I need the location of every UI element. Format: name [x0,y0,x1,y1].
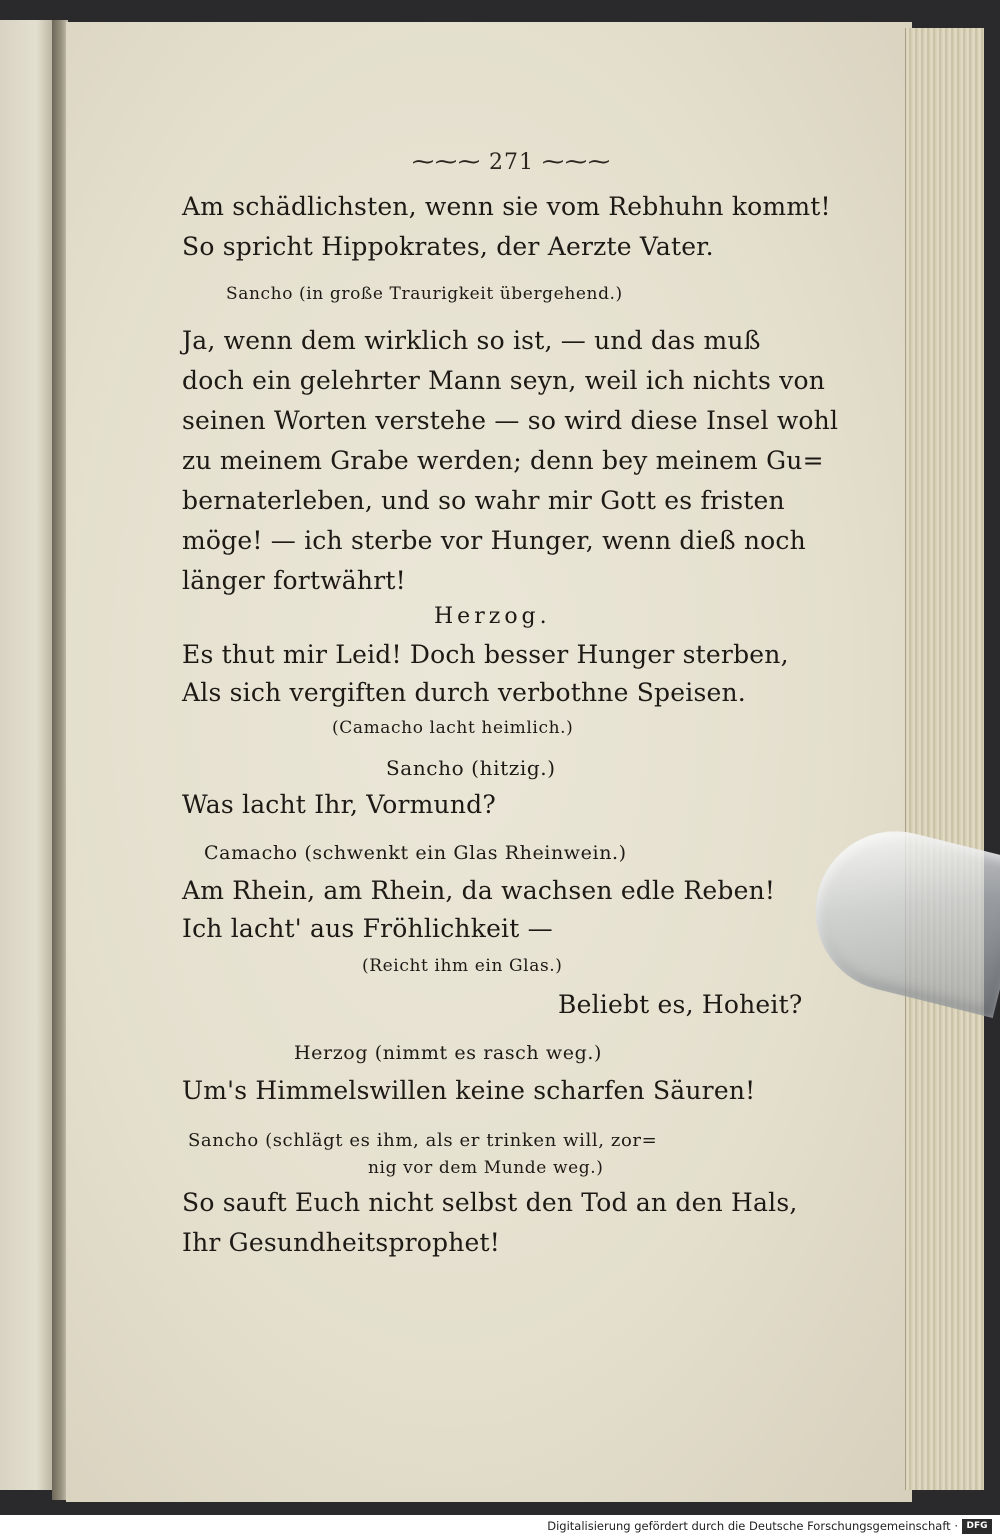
right-page [66,22,912,1502]
stage-direction: (Camacho lacht heimlich.) [332,718,574,738]
text-line: möge! — ich sterbe vor Hunger, wenn dieß noch [182,526,806,555]
text-line: Als sich vergiften durch verbothne Speisen. [182,678,746,707]
text-line: Was lacht Ihr, Vormund? [182,790,496,819]
text-line: Es thut mir Leid! Doch besser Hunger sterben, [182,640,789,669]
stage-direction: Sancho (in große Traurigkeit übergehend.) [226,284,623,304]
left-page-edge [0,20,54,1490]
text-line: Beliebt es, Hoheit? [558,990,803,1019]
speaker-name: Herzog. [434,604,551,629]
dfg-logo: DFG [962,1519,992,1534]
text-line: So spricht Hippokrates, der Aerzte Vater. [182,232,714,261]
stage-direction: Camacho (schwenkt ein Glas Rheinwein.) [204,842,627,864]
text-line: Am schädlichsten, wenn sie vom Rebhuhn kommt! [182,192,831,221]
stage-direction: (Reicht ihm ein Glas.) [362,956,563,976]
text-line: Am Rhein, am Rhein, da wachsen edle Reben! [182,876,776,905]
page-number: ⁓⁓⁓ 271 ⁓⁓⁓ [412,150,611,175]
footer-credit: Digitalisierung gefördert durch die Deutsche Forschungsgemeinschaft · [547,1519,958,1533]
text-line: länger fortwährt! [182,566,406,595]
text-line: bernaterleben, und so wahr mir Gott es fristen [182,486,785,515]
page-edges [905,28,984,1490]
speaker-name: Sancho (hitzig.) [386,756,556,780]
text-line: seinen Worten verstehe — so wird diese Insel wohl [182,406,839,435]
text-line: Ihr Gesundheitsprophet! [182,1228,501,1257]
text-line: zu meinem Grabe werden; denn bey meinem Gu= [182,446,824,475]
footer-bar [0,1515,1000,1538]
text-line: Ich lacht' aus Fröhlichkeit — [182,914,553,943]
stage-direction: Herzog (nimmt es rasch weg.) [294,1042,603,1064]
text-line: doch ein gelehrter Mann seyn, weil ich nichts von [182,366,825,395]
text-line: So sauft Euch nicht selbst den Tod an den Hals, [182,1188,798,1217]
stage-direction: nig vor dem Munde weg.) [368,1158,604,1178]
text-line: Ja, wenn dem wirklich so ist, — und das muß [182,326,761,355]
text-line: Um's Himmelswillen keine scharfen Säuren! [182,1076,756,1105]
stage-direction: Sancho (schlägt es ihm, als er trinken will, zor= [188,1130,658,1151]
